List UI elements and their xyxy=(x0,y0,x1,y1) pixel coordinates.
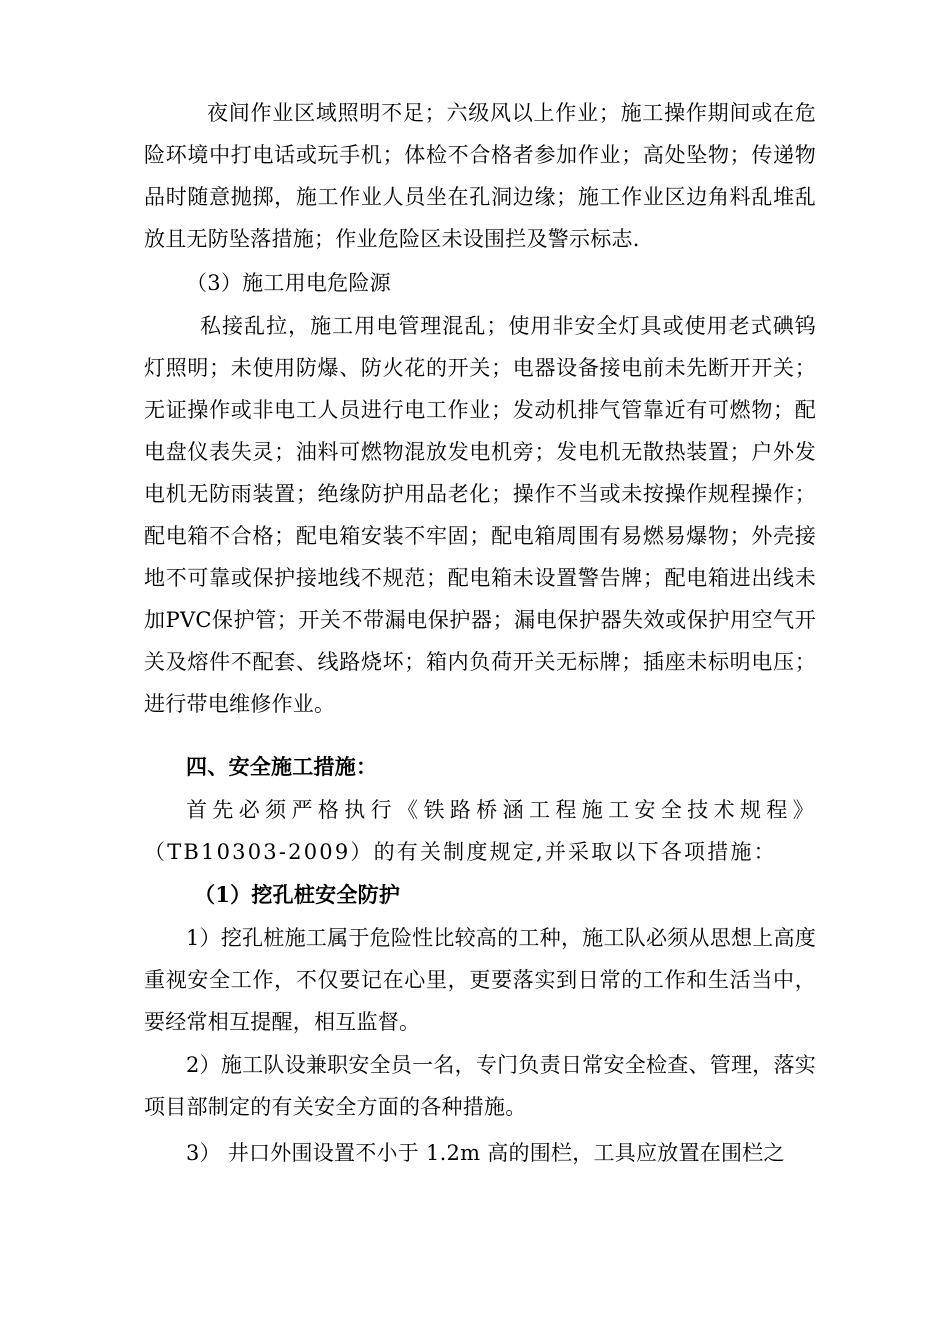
paragraph-item-3: 3） 井口外围设置不小于 1.2m 高的围栏，工具应放置在围栏之 xyxy=(186,1141,785,1165)
subheading-electrical-hazards: （3）施工用电危险源 xyxy=(186,271,391,295)
paragraph-electrical-hazards: 私接乱拉，施工用电管理混乱；使用非安全灯具或使用老式碘钨灯照明；未使用防爆、防火花的开关；电器设备接电前未先断开开关；无证操作或非电工人员进行电工作业；发动机排气管靠近有可燃物；配电盘仪表失灵；油料可燃物混放发电机旁；发电机无散热装置；户外发电机无防雨装置；绝缘防护用品老化；操作不当或未按操作规程操作；配电箱不合格；配电箱安装不牢固；配电箱周围有易燃易爆物；外壳接地不可靠或保护接地线不规范；配电箱未设置警告牌；配电箱进出线未加PVC保护管；开关不带漏电保护器；漏电保护器失效或保护用空气开关及熔件不配套、线路烧坏；箱内负荷开关无标牌；插座未标明电压；进行带电维修作业。 xyxy=(144,314,816,716)
paragraph-item-1: 1）挖孔桩施工属于危险性比较高的工种，施工队必须从思想上高度重视安全工作，不仅要记在心里，更要落实到日常的工作和生活当中，要经常相互提醒，相互监督。 xyxy=(144,926,816,1034)
paragraph-regulation-intro: 首先必须严格执行《铁路桥涵工程施工安全技术规程》（TB10303-2009）的有关制度规定,并采取以下各项措施： xyxy=(144,798,816,864)
section-heading-safety-measures: 四、安全施工措施： xyxy=(186,754,378,779)
subheading-pile-protection: （1）挖孔桩安全防护 xyxy=(194,882,401,907)
paragraph-item-2: 2）施工队设兼职安全员一名，专门负责日常安全检查、管理，落实项目部制定的有关安全方面的各种措施。 xyxy=(144,1053,816,1119)
paragraph-night-work-hazards: 夜间作业区域照明不足；六级风以上作业；施工操作期间或在危险环境中打电话或玩手机；体检不合格者参加作业；高处坠物；传递物品时随意抛掷，施工作业人员坐在孔洞边缘；施工作业区边角料乱堆乱放且无防坠落措施；作业危险区未设围拦及警示标志. xyxy=(144,101,816,251)
